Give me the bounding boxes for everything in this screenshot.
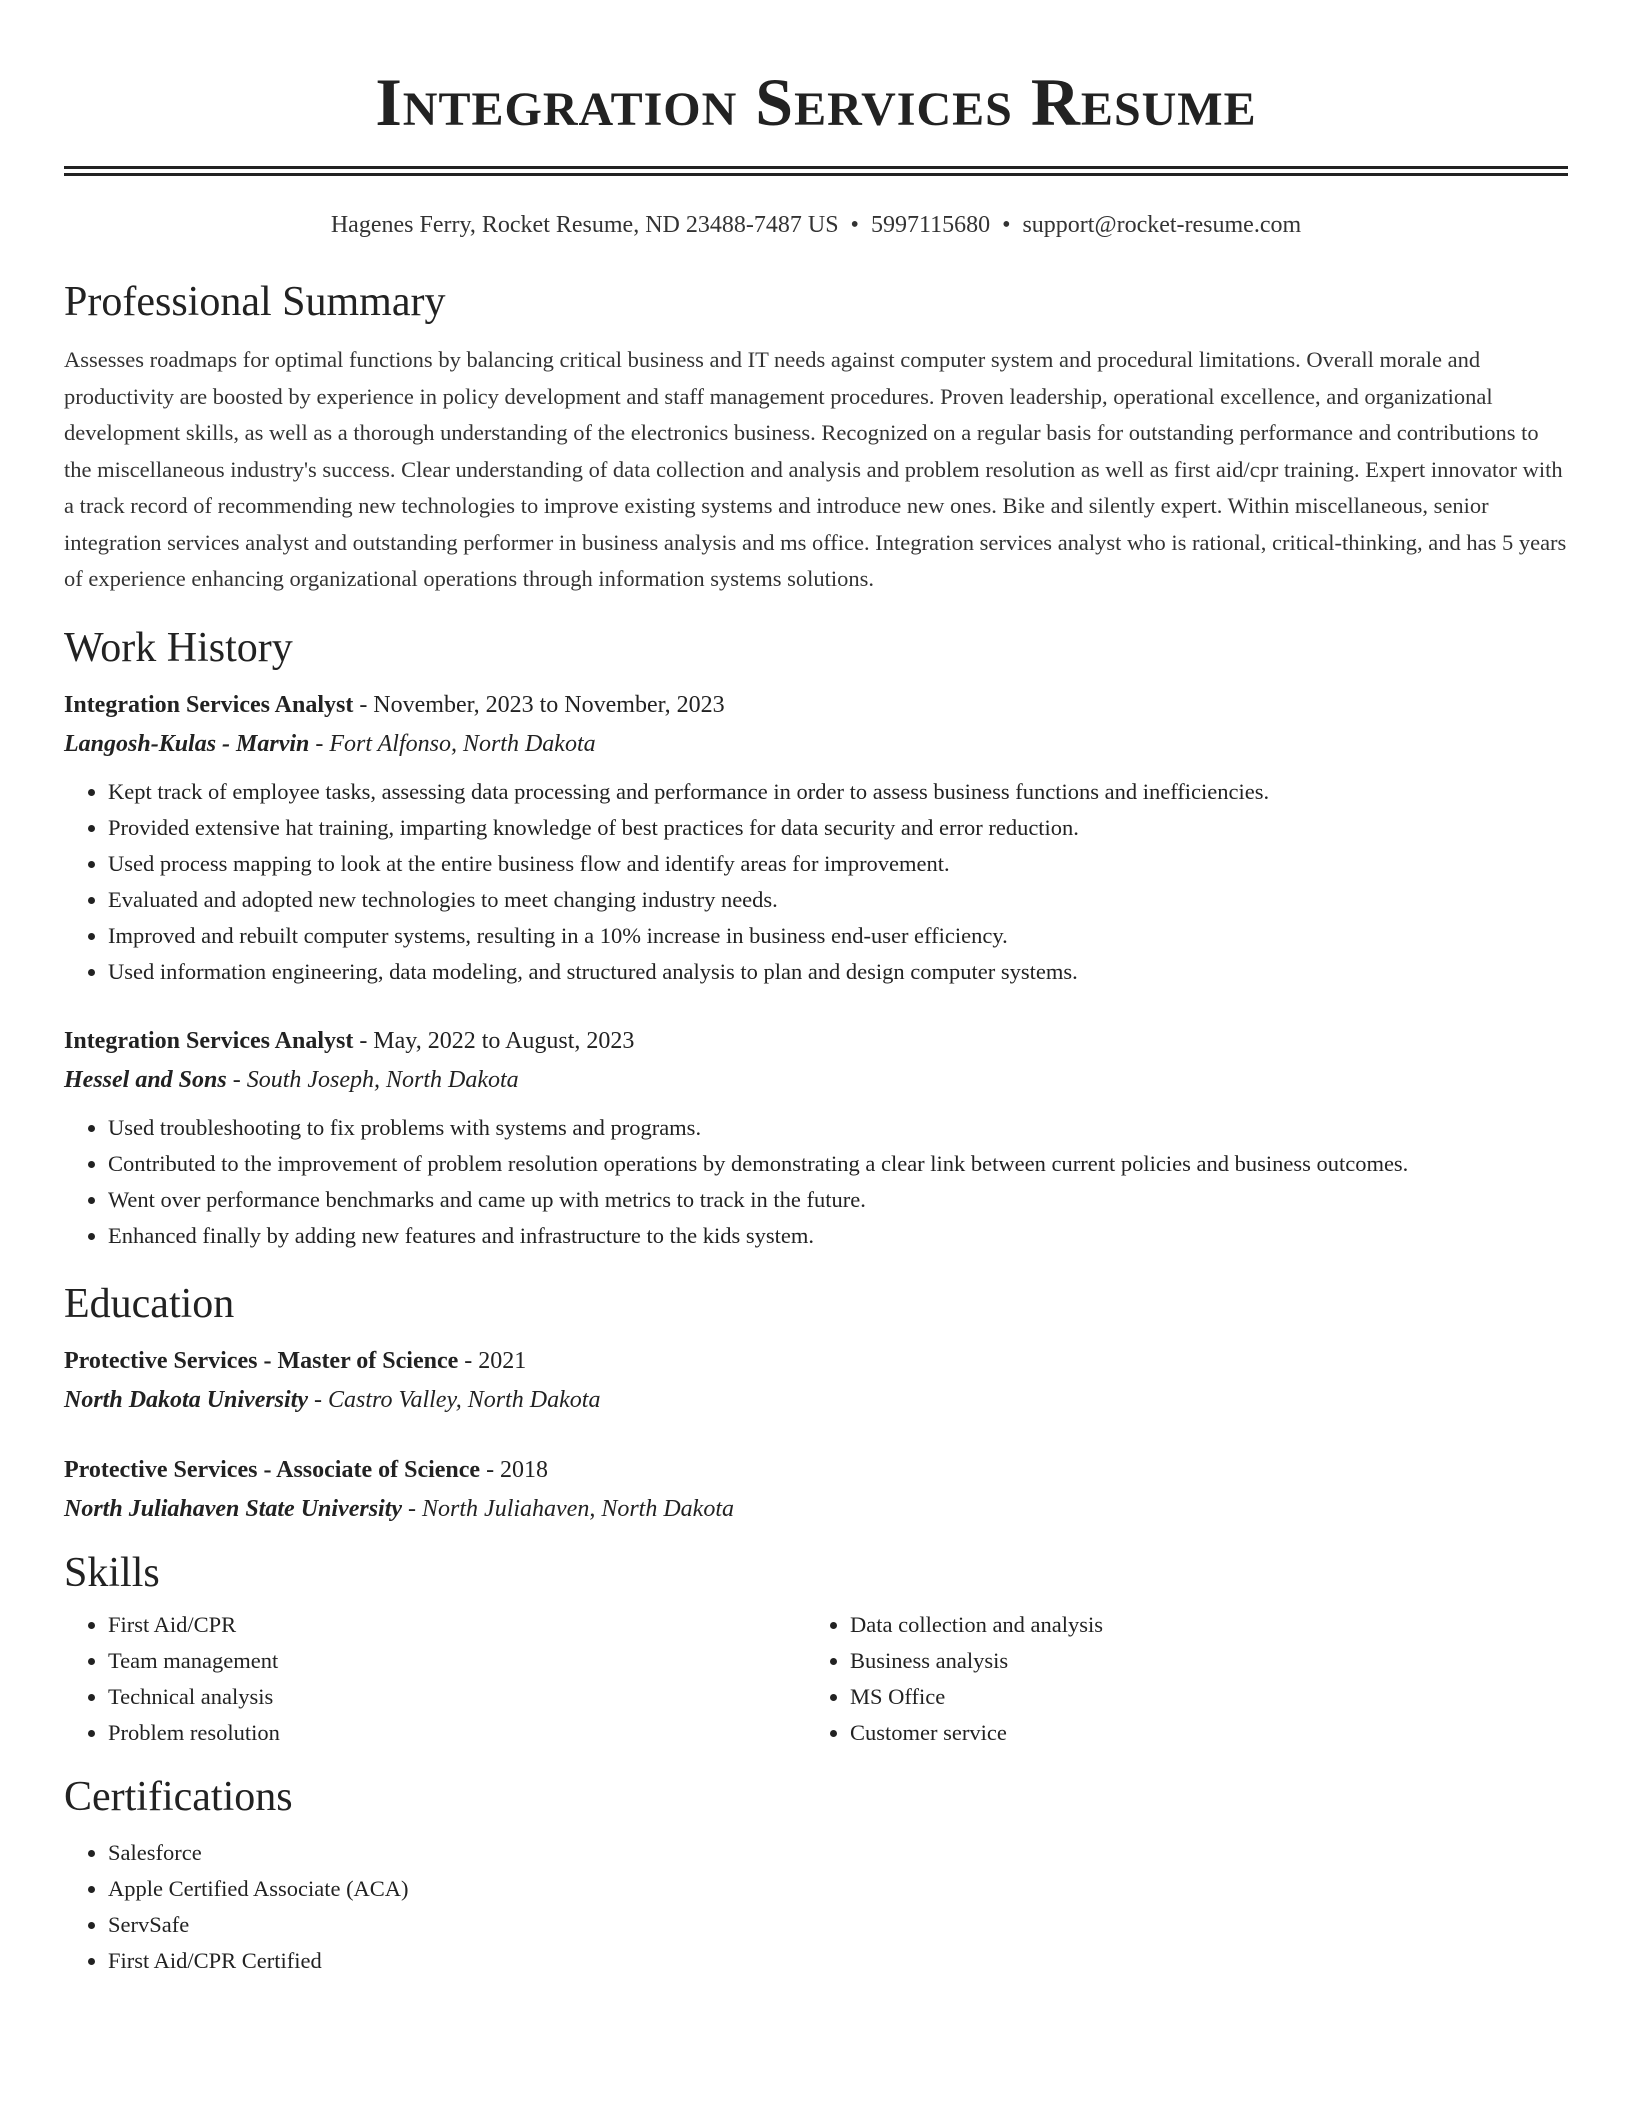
job-bullet-list xyxy=(64,1110,1568,1254)
job-company: Langosh-Kulas - Marvin xyxy=(64,730,310,757)
job-bullet: • Used troubleshooting to fix problems with systems and programs. xyxy=(108,1110,1568,1146)
contact-separator: • xyxy=(850,212,859,238)
title-double-rule xyxy=(64,166,1568,176)
job-bullet: • Evaluated and adopted new technologies to meet changing industry needs. xyxy=(108,882,1568,918)
contact-separator: • xyxy=(1002,212,1011,238)
skill-item: • First Aid/CPR xyxy=(108,1607,806,1643)
job-entry xyxy=(64,1022,1568,1254)
section-heading-skills: Skills xyxy=(64,1549,160,1596)
job-title-line xyxy=(64,686,1568,725)
job-bullet: • Provided extensive hat training, imparting knowledge of best practices for data security and error reduction. xyxy=(108,810,1568,846)
job-company-line xyxy=(64,1061,1568,1100)
contact-line xyxy=(64,210,1568,240)
job-entry xyxy=(64,686,1568,990)
job-title: Integration Services Analyst xyxy=(64,1027,354,1054)
skill-item: • Data collection and analysis xyxy=(850,1607,1548,1643)
education-school: North Dakota University xyxy=(64,1386,309,1413)
section-heading-certifications: Certifications xyxy=(64,1773,293,1820)
skill-item: • Problem resolution xyxy=(108,1715,806,1751)
education-degree: Protective Services - Master of Science xyxy=(64,1347,459,1374)
job-location: - Fort Alfonso, North Dakota xyxy=(309,730,596,757)
education-location: - North Juliahaven, North Dakota xyxy=(402,1495,734,1522)
section-heading-summary: Professional Summary xyxy=(64,279,446,325)
education-entry xyxy=(64,1342,1568,1420)
job-title-line xyxy=(64,1022,1568,1061)
skills-column-left xyxy=(64,1607,806,1751)
job-dates: - May, 2022 to August, 2023 xyxy=(353,1027,635,1054)
section-heading-education: Education xyxy=(64,1280,235,1327)
skill-item: • Business analysis xyxy=(850,1643,1548,1679)
job-bullet: • Improved and rebuilt computer systems, resulting in a 10% increase in business end-user efficiency. xyxy=(108,918,1568,954)
job-bullet: • Contributed to the improvement of problem resolution operations by demonstrating a clear link between current policies and business outcomes. xyxy=(108,1146,1568,1182)
skill-item: • Technical analysis xyxy=(108,1679,806,1715)
skill-item: • Customer service xyxy=(850,1715,1548,1751)
education-school-line xyxy=(64,1490,1568,1529)
education-entry xyxy=(64,1451,1568,1529)
education-school: North Juliahaven State University xyxy=(64,1495,403,1522)
summary-paragraph: Assesses roadmaps for optimal functions by balancing critical business and IT needs against computer system and procedural limitations. Overall morale and productivity are boosted by experience in policy development and staff management procedures. Proven leadership, operational excellence, and organizational development skills, as well as a thorough understanding of the electronics business. Recognized on a regular basis for outstanding performance and contributions to the miscellaneous industry's success. Clear understanding of data collection and analysis and problem resolution as well as first aid/cpr training. Expert innovator with a track record of recommending new technologies to improve existing systems and introduce new ones. Bike and silently expert. Within miscellaneous, senior integration services analyst and outstanding performer in business analysis and ms office. Integration services analyst who is rational, critical-thinking, and has 5 years of experience enhancing organizational operations through information systems solutions. xyxy=(64,347,1567,591)
job-location: - South Joseph, North Dakota xyxy=(226,1066,519,1093)
education-year: - 2021 xyxy=(458,1347,527,1374)
education-year: - 2018 xyxy=(480,1456,549,1483)
job-bullet-list xyxy=(64,774,1568,990)
resume-title: Integration Services Resume xyxy=(375,64,1257,140)
section-heading-work-history: Work History xyxy=(64,624,293,671)
skills-grid xyxy=(64,1599,1568,1751)
contact-address: Hagenes Ferry, Rocket Resume, ND 23488-7487 US xyxy=(330,212,839,238)
education-school-line xyxy=(64,1381,1568,1420)
job-bullet: • Used process mapping to look at the entire business flow and identify areas for improvement. xyxy=(108,846,1568,882)
job-dates: - November, 2023 to November, 2023 xyxy=(353,691,725,718)
certification-item: • Salesforce xyxy=(108,1835,1568,1871)
job-company-line xyxy=(64,725,1568,764)
job-company: Hessel and Sons xyxy=(64,1066,227,1093)
education-degree-line xyxy=(64,1451,1568,1490)
job-bullet: • Went over performance benchmarks and came up with metrics to track in the future. xyxy=(108,1182,1568,1218)
education-degree-line xyxy=(64,1342,1568,1381)
certifications-list xyxy=(64,1835,1568,1979)
certification-item: • Apple Certified Associate (ACA) xyxy=(108,1871,1568,1907)
skills-column-right xyxy=(806,1607,1548,1751)
skill-item: • MS Office xyxy=(850,1679,1548,1715)
certification-item: • First Aid/CPR Certified xyxy=(108,1943,1568,1979)
job-title: Integration Services Analyst xyxy=(64,691,354,718)
job-bullet: • Enhanced finally by adding new features and infrastructure to the kids system. xyxy=(108,1218,1568,1254)
job-bullet: • Used information engineering, data modeling, and structured analysis to plan and design computer systems. xyxy=(108,954,1568,990)
job-bullet: • Kept track of employee tasks, assessing data processing and performance in order to assess business functions and inefficiencies. xyxy=(108,774,1568,810)
certification-item: • ServSafe xyxy=(108,1907,1568,1943)
contact-email: support@rocket-resume.com xyxy=(1022,212,1302,238)
education-degree: Protective Services - Associate of Science xyxy=(64,1456,481,1483)
skill-item: • Team management xyxy=(108,1643,806,1679)
contact-phone: 5997115680 xyxy=(870,212,991,238)
education-location: - Castro Valley, North Dakota xyxy=(308,1386,601,1413)
